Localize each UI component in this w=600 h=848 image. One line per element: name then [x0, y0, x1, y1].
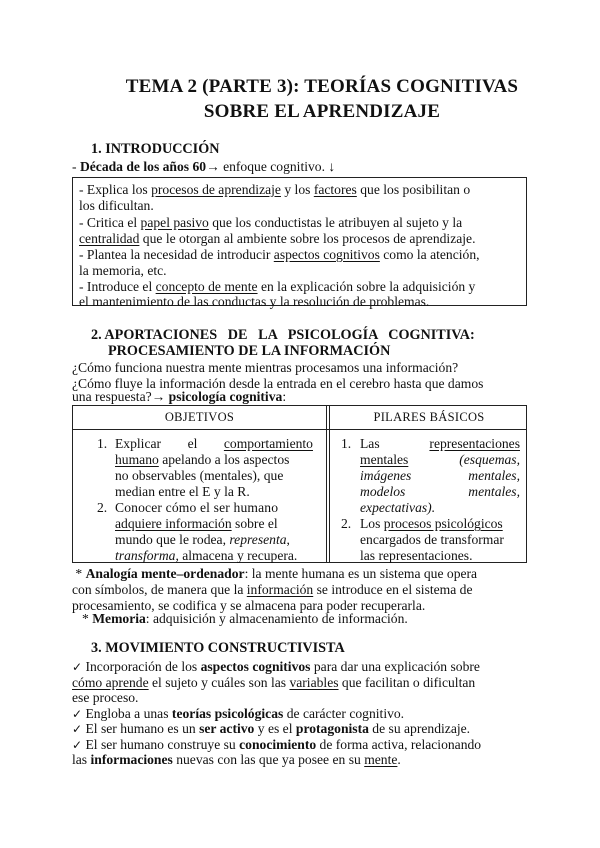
box-bullet-4-line-2: el mantenimiento de las conductas y la resolución de problemas. — [79, 294, 430, 309]
pillar-1: Las representaciones mentales (esquemas, imágenes mentales, modelos mentales, expectativas). — [360, 436, 520, 515]
document-title-line-1: TEMA 2 (PARTE 3): TEORÍAS COGNITIVAS — [125, 76, 519, 97]
constructivism-point-4-line-1: ✓ El ser humano construye su conocimiento de forma activa, relacionando — [72, 737, 482, 752]
box-bullet-3-line-1: - Plantea la necesidad de introducir aspectos cognitivos como la atención, — [79, 247, 480, 262]
objective-1-number: 1. — [97, 436, 108, 451]
pillar-2-number: 2. — [341, 516, 352, 531]
introduction-box — [72, 177, 527, 309]
table-header-pillars: PILARES BÁSICOS — [373, 410, 485, 424]
section-2-question-3: una respuesta?→ psicología cognitiva: — [72, 389, 287, 404]
table-divider — [326, 406, 327, 562]
checkmark-icon: ✓ — [72, 722, 83, 736]
checkmark-icon: ✓ — [72, 738, 83, 752]
section-2-heading-line-1: 2. APORTACIONES DE LA PSICOLOGÍA COGNITIVA: — [91, 327, 475, 343]
box-bullet-1-line-1: - Explica los procesos de aprendizaje y los factores que los posibilitan o — [79, 182, 471, 197]
constructivism-point-4-line-2: las informaciones nuevas con las que ya posee en su mente. — [72, 752, 401, 767]
pillar-1-number: 1. — [341, 436, 352, 451]
analogy-note-line-2: con símbolos, de manera que la información se introduce en el sistema de — [72, 582, 473, 597]
constructivism-point-1-line-1: ✓ Incorporación de los aspectos cognitivos para dar una explicación sobre — [72, 659, 480, 674]
section-1-heading: 1. INTRODUCCIÓN — [91, 141, 220, 157]
section-2-question-2: ¿Cómo fluye la información desde la entrada en el cerebro hasta que damos — [72, 376, 484, 391]
objective-2-number: 2. — [97, 500, 108, 515]
box-bullet-4-line-1: - Introduce el concepto de mente en la explicación sobre la adquisición y — [79, 279, 476, 294]
box-bullet-2-line-2: centralidad que le otorgan al ambiente sobre los procesos de aprendizaje. — [79, 231, 476, 246]
memory-note: * Memoria: adquisición y almacenamiento de información. — [82, 611, 408, 626]
document-title-line-2: SOBRE EL APRENDIZAJE — [203, 101, 441, 122]
checkmark-icon: ✓ — [72, 660, 83, 674]
constructivism-point-2: ✓ Engloba a unas teorías psicológicas de carácter cognitivo. — [72, 706, 405, 721]
constructivism-point-1-line-3: ese proceso. — [72, 690, 139, 705]
box-bullet-2-line-1: - Critica el papel pasivo que los conductistas le atribuyen al sujeto y la — [79, 215, 463, 230]
table-divider-2 — [329, 406, 330, 562]
constructivism-point-3: ✓ El ser humano es un ser activo y es el protagonista de su aprendizaje. — [72, 721, 471, 736]
section-2-question-1: ¿Cómo funciona nuestra mente mientras procesamos una información? — [72, 360, 459, 375]
pillar-2: Los procesos psicológicos encargados de transformar las representaciones. — [360, 516, 504, 563]
section-2-heading-line-2: PROCESAMIENTO DE LA INFORMACIÓN — [108, 343, 391, 359]
table-header-objectives: OBJETIVOS — [164, 410, 235, 424]
section-3-heading: 3. MOVIMIENTO CONSTRUCTIVISTA — [91, 640, 345, 656]
objective-2: Conocer cómo el ser humano adquiere información sobre el mundo que le rodea, representa, transforma, almacena y recupera. — [115, 500, 298, 563]
box-bullet-1-line-2: los dificultan. — [79, 198, 154, 213]
objective-1: Explicar el comportamiento humano apelando a los aspectos no observables (mentales), que median entre el E y la R. — [115, 436, 313, 499]
decade-line: - Década de los años 60→ enfoque cognitivo. ↓ — [72, 159, 336, 174]
checkmark-icon: ✓ — [72, 707, 83, 721]
analogy-note-line-3: procesamiento, se codifica y se almacena para poder recuperarla. — [72, 598, 426, 613]
box-bullet-3-line-2: la memoria, etc. — [79, 263, 167, 278]
objectives-pillars-table — [72, 405, 527, 563]
analogy-note-line-1: * Analogía mente–ordenador: la mente humana es un sistema que opera — [72, 566, 478, 581]
constructivism-point-1-line-2: cómo aprende el sujeto y cuáles son las variables que facilitan o dificultan — [72, 675, 476, 690]
